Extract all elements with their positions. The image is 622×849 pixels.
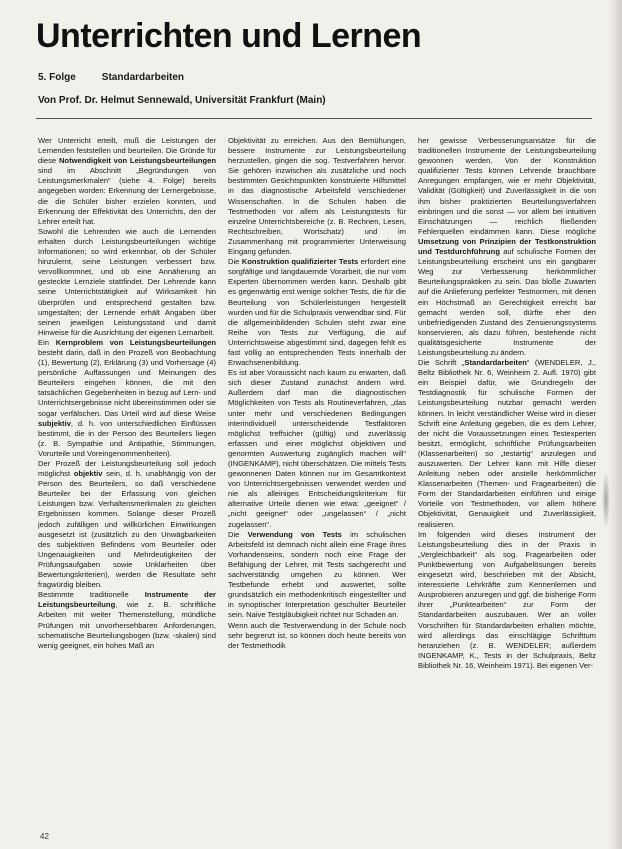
page-number: 42 [40,832,49,841]
body-text: “ (WENDELER, J., Beltz Bibliothek Nr. 6, Weinheim 2. Aufl. 1970) gibt ein Beispiel dafür, wie Grundregeln der Testdiagnostik für schulische Formen der Leistungsbeurteilung nutzbar gemacht werden können. In leicht verständlicher Weise wird in dieser Schrift eine Anleitung gegeben, die es dem Lehrer, der nicht die Voraussetzungen eines Testexperten besitzt, ermöglicht, schriftliche Prüfungsarbeiten (Klassenarbeiten) so „testartig“ anzulegen und auszuwerten. Der Lehrer kann mit Hilfe dieser Anleitung neben oder anstelle herkömmlicher Klassenarbeiten (Themen- und Fragearbeiten) die Form der Standardarbeiten einführen und einige Vorteile von Testmethoden, vor allem höhere Objektivität, Genauigkeit und Zuverlässigkeit, realisieren. [418,358,596,529]
emphasized-phrase: Instrumente der Leistungsbeurteilung [38,590,216,610]
body-text: Die [228,529,248,539]
author-line: Von Prof. Dr. Helmut Sennewald, Universität Frankfurt (Main) [38,95,326,106]
emphasized-phrase: subjektiv [38,418,71,428]
body-text: Sowohl die Lehrenden wie auch die Lernenden erhalten durch Leistungsbeurteilungen wichtige Informationen; so wird erkennbar, ob der Schüler hinzulernt, seine Leistungen verbessert bzw. vervollkommnet, und ob eine Annäherung an gesteckte Lernziele stattfindet. Der Lehrende kann seine Unterrichtstätigkeit auf Wirksamkeit hin überprüfen und entsprechend gestalten bzw. umgestalten; der Lernende erhält Angaben über seinen jeweiligen Leistungsstand und damit Hinweise für die Ausrichtung der eigenen Lernarbeit. [38,226,216,337]
paragraph [38,590,216,651]
body-text: erfordert eine sorgfältige und langdauernde Vorarbeit, die nur vom Experten übernommen werden kann. Deshalb gibt es gegenwärtig erst wenige solcher Tests, die für die Beurteilung von Schülerleistungen hergestellt wurden und für die Schulpraxis verwendbar sind. Für die allgemeinbildenden Schulen steht zwar eine Reihe von Tests zur Verfügung, die auf Unterrichtsweise abgestimmt sind, dagegen fehlt es fast völlig an entsprechenden Tests innerhalb der Erwachsenenbildung. [228,257,406,368]
emphasized-phrase: Umsetzung von Prinzipien der Testkonstruktion und Testdurchführung [418,236,596,257]
body-text: Objektivität zu erreichen. Aus den Bemühungen, bessere Instrumente zur Leistungsbeurteilung herzustellen, gingen die sog. Testverfahren hervor. Sie gehören inzwischen als zusätzliche und noch bestimmten Gesichtspunkten konstruierte Hilfsmittel in das diagnostische Arbeitsfeld verschiedener Wissenschaften. In die Schulen haben die Testmethoden vor allem als Leistungstests für einzelne Unterrichtsbereiche (z. B. Rechnen, Lesen, Rechtschreiben, Wortschatz) und im Zusammenhang mit programmierter Unterweisung Eingang gefunden. [228,136,406,257]
emphasized-phrase: objektiv [73,469,103,479]
body-text: Die Schrift „ [418,358,465,368]
body-text: Wenn auch die Testverwendung in der Schule noch sehr begrenzt ist, so können doch heute bereits von der Testmethodik [228,620,406,650]
paragraph [228,136,406,257]
emphasized-phrase: Verwendung von Tests [247,529,342,539]
page-title: Unterrichten und Lernen [36,17,422,55]
body-text: Die [228,257,242,267]
body-text: , d. h. von unterschiedlichen Einflüssen bestimmt, die in der Person des Beurteilers liegen (z. B. Sympathie und Antipathie, Stimmungen, Vorurteile und Voreingenommenheiten). [38,418,216,458]
emphasized-phrase: Konstruktion qualifizierter Tests [241,257,359,267]
article-body [38,136,598,826]
paragraph [228,257,406,368]
body-text: sind im Abschnitt „Begründungen von Leistungsmerkmalen“ (siehe 4. Folge) bereits angegeben worden: Erkennung der Lernergebnisse, die die Schüler bisher erzielen konnten, und Erkennung der Effektivität des Unterrichts, den der Lehrer erteilt hat. [38,166,216,226]
emphasized-phrase: Notwendigkeit von Leistungsbeurteilungen [58,156,216,166]
body-text: , wie z. B. schriftliche Arbeiten mit weiter Themenstellung, mündliche Prüfungen mit unvorhersehbaren Anforderungen, schematische Beurteilungsbogen (bzw. -skalen) sind wenig geeignet, ein hohes Maß an [38,600,216,650]
body-text: Wer Unterricht erteilt, muß die Leistungen der Lernenden feststellen und beurteilen. Die Gründe für diese [38,136,216,166]
paragraph [38,459,216,590]
paragraph [418,358,596,530]
series-topic: Standardarbeiten [101,72,185,83]
paragraph [38,136,216,227]
page-edge-shadow [608,0,622,849]
body-text: besteht darin, daß in den Prozeß von Beobachtung (1), Bewertung (2), Erklärung (3) und Vorhersage (4) persönliche Auffassungen und Meinungen des Beurteilers eingehen können, die mit den tatsächlichen Gegebenheiten in bezug auf Lern- und Unterrichtsergebnisse nicht übereinstimmen oder sie sogar verfälschen. Das Urteil wird auf diese Weise [38,347,216,418]
emphasized-phrase: Standardarbeiten [464,358,527,368]
body-text: Es ist aber Voraussicht nach kaum zu erwarten, daß sich dieser Zustand zunächst ändern wird. Außerdem darf man die diagnostischen Möglichkeiten von Tests als Routineverfahren, „das unter mehr und verschiedenen Bedingungen interindividuell unterscheidende Testfaktoren möglichst treffsicher (gültig) und zuverlässig erfassen und einer möglichst objektiven und genormten Auswertung zugänglich machen will“ (INGENKAMP), nicht überschätzen. Die mittels Tests gewonnenen Daten können nur im Gesamtkontext von Unterrichtsergebnissen verwendet werden und nie als alleiniges Entscheidungskriterium für alternative Urteile dienen wie etwa: „geeignet“ / „nicht geeignet“ oder „ungelassen“ / „nicht zugelassen“. [228,368,406,529]
body-text: sein, d. h. unabhängig von der Person des Beurteilers, so daß verschiedene Beurteiler bei der Erfassung von gleichen Leistungen bzw. Verhaltensmerkmalen zu gleichen Ergebnissen kommen. Solange dieser Prozeß jedoch zufälligen und willkürlichen Einwirkungen ausgesetzt ist (zusätzlich zu den Unwägbarkeiten des subjektiven Befindens vom Beurteiler oder Ungenauigkeiten und Mehrdeutigkeiten der Prüfungsaufgaben sowie Unklarheiten über Bewertungskriterien), werden die Resultate sehr fragwürdig bleiben. [38,469,216,590]
paragraph [228,530,406,621]
paragraph [38,227,216,338]
series-number: 5. Folge [38,72,76,83]
body-text: her gewisse Verbesserungsansätze für die traditionellen Instrumente der Leistungsbeurteilung gewonnen werden. Von der Konstruktion qualifizierter Tests können Lehrende brauchbare Anregungen empfangen, wie er mehr Objektivität, Validität (Gültigkeit) und Zuverlässigkeit in die von ihm bisher praktizierten Beurteilungsverfahren einbringen und die sonst — vor allem bei intuitiven Einschätzungen — reichlich fließenden Fehlerquellen eindämmen kann. Diese mögliche [418,136,596,236]
paragraph [418,136,596,358]
body-text: Bestimmte traditionelle [38,590,145,600]
text-column-1 [38,136,216,826]
body-text: Der Prozeß der Leistungsbeurteilung soll jedoch möglichst [38,459,216,479]
paragraph [228,368,406,530]
paragraph [418,530,596,671]
body-text: auf schulische Formen der Leistungsbeurteilung erscheint uns ein gangbarer Weg zur Verbesserung herkömmlicher Beurteilungspraktiken zu sein. Das bloße Zuwarten auf die Anlieferung perfekter Testnormen, mit denen ein Höchstmaß an Gerechtigkeit erreicht bar gemacht werden soll, dürfte eher den unbefriedigenden Zustand des Zensierungssystems konservieren, als dazu führen, bestehende nicht qualitätsgesicherte Instrumente der Leistungsbeurteilung zu ändern. [418,247,596,357]
paragraph [38,338,216,459]
body-text: Im folgenden wird dieses Instrument der Leistungsbeurteilung dies in der Praxis in „Vergleichbarkeit“ als sog. Fragearbeiten oder Punktbewertung von Aufgabelösungen bereits eingesetzt wird, beschrieben mit der Absicht, interessierte Lehrkräfte zum Kennenlernen und Ausprobieren anzuregen und ggf. die bisherige Form ihrer „Punktearbeiten“ zur Form der Standardarbeiten auszubauen. Wer an voller Vorschriften für Standardarbeiten erhalten möchte, wird allerdings das einschlägige Schrifttum heranziehen (z. B. WENDELER; außerdem INGENKAMP, K., Tests in der Schulpraxis, Beltz Bibliothek Nr. 16, Weinheim 1971). Bei eigenen Ver- [418,529,596,670]
page-scuff-mark [602,470,610,530]
text-column-3 [418,136,596,826]
series-line [38,72,184,83]
paragraph [228,621,406,651]
text-column-2 [228,136,406,826]
body-text: Ein [38,337,56,347]
header-divider [36,118,592,119]
body-text: im schulischen Arbeitsfeld ist demnach nicht allein eine Frage ihres Vorhandenseins, sondern noch eine Frage der Befähigung der Lehrer, mit Tests sachgerecht und sachverständig umgehen zu können. Wer Testbefunde erhebt und auswertet, sollte grundsätzlich ein methodenkritisch eingestellter und in synoptischer Interpretation geschulter Beurteiler sein. Naive Testgläubigkeit richtet nur Schaden an. [228,529,406,620]
emphasized-phrase: Kernproblem von Leistungsbeurteilungen [55,337,216,347]
